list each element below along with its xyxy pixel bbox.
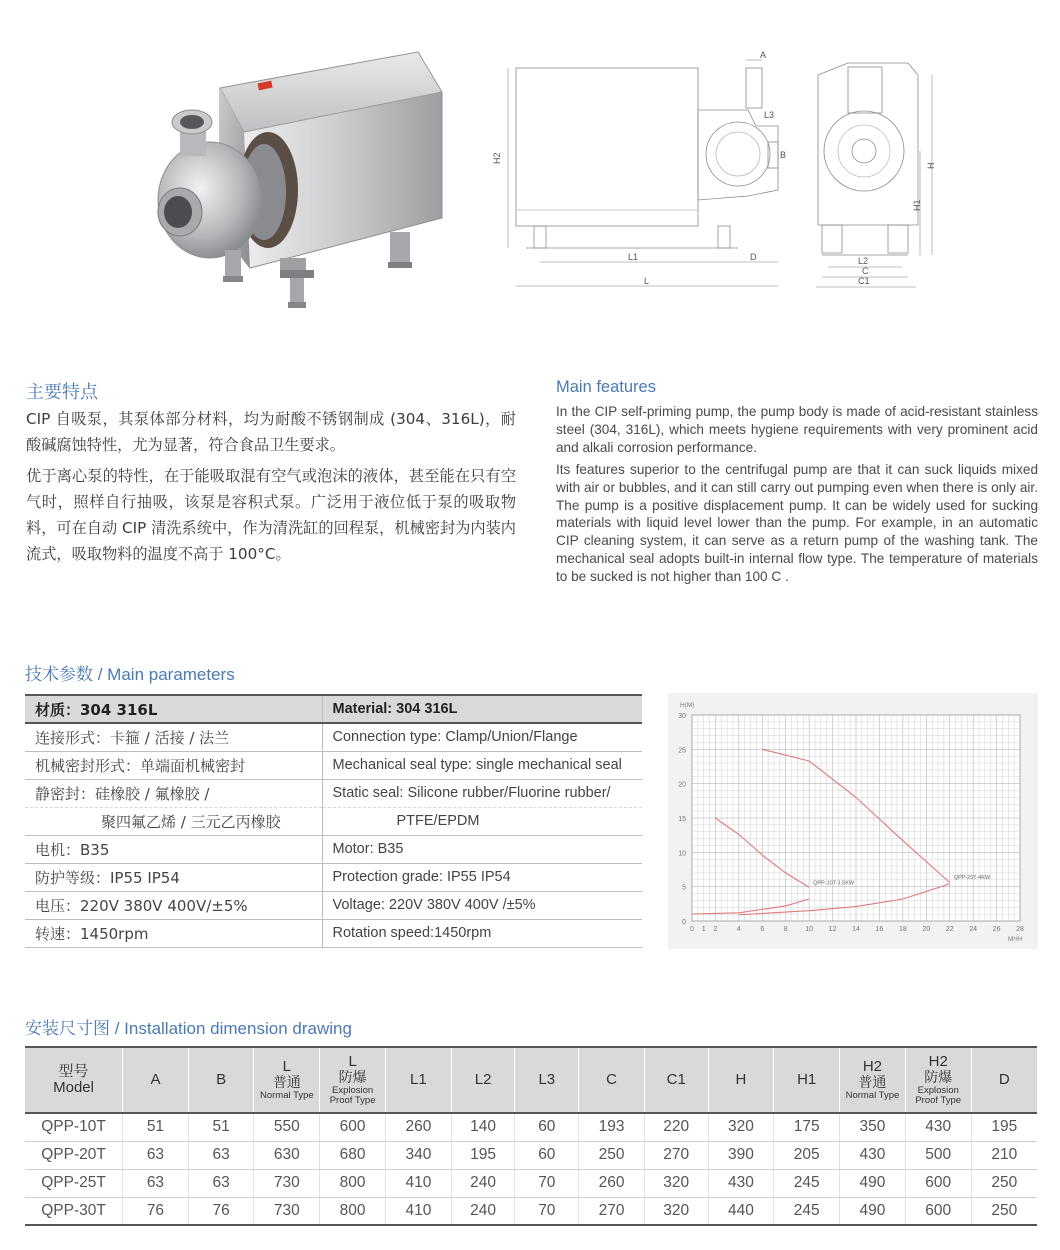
column-header [971, 1047, 1037, 1113]
table-row [25, 891, 642, 919]
column-header [25, 1047, 123, 1113]
dim-label-H1: H1 [912, 199, 922, 211]
table-cell: 600 [905, 1197, 971, 1225]
table-cell: QPP-30T [25, 1197, 123, 1225]
table-cell: 60 [515, 1141, 579, 1169]
table-cell: 250 [971, 1169, 1037, 1197]
table-cell: Motor: B35 [322, 835, 642, 863]
y-tick-label: 25 [678, 747, 686, 755]
table-cell: 430 [905, 1113, 971, 1141]
x-tick-label: 4 [736, 926, 741, 933]
table-cell: Voltage: 220V 380V 400V /±5% [322, 891, 642, 919]
column-header-label: C [606, 1071, 617, 1088]
column-header-label: C1 [666, 1071, 686, 1088]
column-header-label: L2 [474, 1071, 492, 1088]
table-cell: Static seal: Silicone rubber/Fluorine rubber/ [322, 779, 642, 807]
x-tick-label: 18 [898, 926, 907, 933]
column-header-sublabel: 普通 [858, 1075, 887, 1091]
table-row [25, 919, 642, 947]
table-cell: 63 [188, 1141, 254, 1169]
title-separator: / [110, 1019, 125, 1038]
dim-label-L1: L1 [628, 252, 639, 262]
table-cell: 245 [774, 1169, 840, 1197]
column-header [515, 1047, 579, 1113]
features-paragraph-en: Its features superior to the centrifugal pump are that it can suck liquids mixed with air or bubbles, and it can still carry out pumping even when there is only air. The pump is a positive displacement pump. It can be widely used for sucking materials with liquid level lower than the pump. For example, in an automatic CIP cleaning system, it can serve as a return pump of the washing tank. The mechanical seal adopts built-in internal flow type. The temperature of materials to be sucked is not higher than 100 C . [556, 461, 1038, 585]
table-row [25, 807, 642, 835]
table-cell: 730 [254, 1169, 320, 1197]
table-cell: 390 [708, 1141, 774, 1169]
column-header-label: L1 [410, 1071, 427, 1088]
column-header [254, 1047, 320, 1113]
y-axis-label: H(M) [680, 702, 695, 709]
pump-product-image [140, 40, 460, 330]
table-cell: 63 [123, 1169, 189, 1197]
column-header-sublabel: 防爆 [338, 1070, 367, 1086]
table-cell: 490 [840, 1197, 906, 1225]
dim-label-B: B [780, 150, 787, 160]
column-header [579, 1047, 645, 1113]
table-cell: 500 [905, 1141, 971, 1169]
table-cell: QPP-25T [25, 1169, 123, 1197]
dim-label-H2: H2 [492, 152, 502, 164]
dimensions-title [25, 1014, 352, 1039]
table-cell: 410 [386, 1169, 452, 1197]
table-cell: 静密封：硅橡胶 / 氟橡胶 / [25, 779, 322, 807]
y-tick-label: 10 [678, 850, 686, 858]
table-cell: 63 [123, 1141, 189, 1169]
table-cell: 600 [320, 1113, 386, 1141]
table-cell: 76 [123, 1197, 189, 1225]
table-cell: 430 [840, 1141, 906, 1169]
features-paragraph-cn: CIP 自吸泵，其泵体部分材料，均为耐酸不锈钢制成 (304、316L)，耐酸碱腐蚀特性，尤为显著，符合食品卫生要求。 [26, 410, 516, 454]
table-row [25, 1197, 1037, 1225]
x-axis-label: M³/H [1008, 936, 1023, 943]
series-label: QPP-25T-4KW [953, 875, 991, 882]
dim-label-L2: L2 [858, 256, 869, 266]
table-cell: 320 [644, 1197, 708, 1225]
table-cell: 680 [320, 1141, 386, 1169]
column-header-label: H2 [928, 1053, 948, 1070]
x-tick-label: 24 [969, 926, 978, 933]
table-cell: 270 [644, 1141, 708, 1169]
table-row [25, 751, 642, 779]
table-cell: 防护等级：IP55 IP54 [25, 863, 322, 891]
column-header-note: Normal Type [259, 1090, 314, 1101]
table-header-row [25, 1047, 1037, 1113]
table-cell: 320 [644, 1169, 708, 1197]
table-cell: 175 [774, 1113, 840, 1141]
table-cell: 600 [905, 1169, 971, 1197]
table-cell: 60 [515, 1113, 579, 1141]
table-cell: 240 [451, 1169, 515, 1197]
column-header-label: H [735, 1071, 747, 1088]
column-header-label: A [150, 1071, 161, 1088]
x-tick-label: 1 [701, 926, 706, 933]
table-cell: 430 [708, 1169, 774, 1197]
table-cell: 260 [386, 1113, 452, 1141]
table-row [25, 1113, 1037, 1141]
dim-label-L3: L3 [764, 110, 775, 120]
column-header [840, 1047, 906, 1113]
features-paragraph-cn: 优于离心泵的特性，在于能吸取混有空气或泡沫的液体，甚至能在只有空气时，照样自行抽吸，该泵是容积式泵。广泛用于液位低于泵的吸取物料，可在自动 CIP 清洗系统中，作为清洗缸的回程泵，机械密封为内装内流式，吸取物料的温度不高于 100°C。 [26, 467, 516, 563]
column-header-note: Normal Type [845, 1090, 900, 1101]
dim-label-C1: C1 [858, 276, 870, 286]
table-cell: 76 [188, 1197, 254, 1225]
table-cell: 260 [579, 1169, 645, 1197]
column-header-label: H2 [862, 1058, 883, 1075]
table-cell: 连接形式：卡箍 / 活接 / 法兰 [25, 723, 322, 751]
column-header [708, 1047, 774, 1113]
series-label: QPP-10T-1.5KW [813, 880, 855, 887]
table-cell: 320 [708, 1113, 774, 1141]
parameters-title-en: Main parameters [107, 665, 235, 684]
features-body-cn [26, 406, 516, 572]
table-cell: PTFE/EPDM [322, 807, 642, 835]
table-cell: 电压：220V 380V 400V/±5% [25, 891, 322, 919]
table-cell: 63 [188, 1169, 254, 1197]
x-tick-label: 2 [713, 926, 718, 933]
column-header [188, 1047, 254, 1113]
x-tick-label: 14 [852, 926, 860, 933]
table-cell: 140 [451, 1113, 515, 1141]
table-cell: 340 [386, 1141, 452, 1169]
table-cell: Mechanical seal type: single mechanical seal [322, 751, 642, 779]
table-row [25, 723, 642, 751]
dimensions-title-en: Installation dimension drawing [124, 1019, 352, 1038]
table-cell: 70 [515, 1169, 579, 1197]
x-tick-label: 20 [922, 926, 931, 933]
parameters-table [25, 694, 642, 948]
table-cell: 800 [320, 1197, 386, 1225]
table-cell: 51 [123, 1113, 189, 1141]
column-header-label: B [216, 1071, 227, 1088]
x-tick-label: 6 [760, 926, 765, 933]
table-cell: 材质：304 316L [25, 695, 322, 723]
table-cell: 270 [579, 1197, 645, 1225]
dim-label-D: D [750, 252, 757, 262]
x-tick-label: 10 [805, 926, 814, 933]
table-row [25, 1169, 1037, 1197]
y-tick-label: 30 [678, 713, 686, 720]
table-cell: 193 [579, 1113, 645, 1141]
table-cell: 240 [451, 1197, 515, 1225]
column-header-label: L3 [538, 1071, 556, 1088]
dim-label-H: H [926, 162, 936, 169]
table-row [25, 863, 642, 891]
column-header-sublabel: Model [53, 1079, 94, 1096]
x-tick-label: 28 [1016, 926, 1024, 933]
table-cell: 245 [774, 1197, 840, 1225]
table-cell: QPP-20T [25, 1141, 123, 1169]
performance-chart [668, 693, 1038, 949]
x-tick-label: 0 [690, 926, 694, 933]
table-cell: 210 [971, 1141, 1037, 1169]
column-header-sublabel: 防爆 [924, 1070, 953, 1086]
column-header [386, 1047, 452, 1113]
table-row [25, 835, 642, 863]
table-cell: Protection grade: IP55 IP54 [322, 863, 642, 891]
table-cell: QPP-10T [25, 1113, 123, 1141]
column-header-label: 型号 [58, 1063, 89, 1080]
table-cell: 电机：B35 [25, 835, 322, 863]
x-tick-label: 8 [783, 926, 788, 933]
features-body-en [556, 403, 1038, 590]
dimensions-table [25, 1046, 1037, 1226]
table-header-row [25, 695, 642, 723]
table-cell: 410 [386, 1197, 452, 1225]
column-header [644, 1047, 708, 1113]
table-cell: 550 [254, 1113, 320, 1141]
y-tick-label: 5 [682, 884, 686, 892]
table-cell: 205 [774, 1141, 840, 1169]
dim-label-C: C [862, 266, 869, 276]
table-cell: 195 [451, 1141, 515, 1169]
table-cell: 70 [515, 1197, 579, 1225]
features-title-en: Main features [556, 378, 656, 396]
side-dimension-drawing [488, 50, 788, 300]
x-tick-label: 22 [945, 926, 954, 933]
performance-chart-svg [668, 693, 1038, 949]
table-row [25, 1141, 1037, 1169]
column-header [320, 1047, 386, 1113]
column-header-sublabel: 普通 [272, 1075, 301, 1091]
parameters-title [25, 660, 235, 685]
column-header-label: L [282, 1058, 291, 1075]
table-cell: 51 [188, 1113, 254, 1141]
column-header-label: D [998, 1071, 1010, 1088]
x-tick-label: 16 [875, 926, 884, 933]
y-tick-label: 15 [678, 816, 686, 823]
table-cell: Connection type: Clamp/Union/Flange [322, 723, 642, 751]
dim-label-A: A [760, 50, 767, 60]
y-tick-label: 20 [678, 781, 686, 789]
table-cell: 730 [254, 1197, 320, 1225]
title-separator: / [93, 665, 108, 684]
table-cell: 转速：1450rpm [25, 919, 322, 947]
table-cell: Material: 304 316L [322, 695, 642, 723]
table-cell: 630 [254, 1141, 320, 1169]
table-cell: 195 [971, 1113, 1037, 1141]
column-header-note: Explosion Proof Type [329, 1085, 376, 1106]
table-row [25, 779, 642, 807]
table-cell: 440 [708, 1197, 774, 1225]
column-header [123, 1047, 189, 1113]
features-paragraph-en: In the CIP self-priming pump, the pump body is made of acid-resistant stainless steel (304, 316L), which meets hygiene requirements with very prominent acid and alkali corrosion performance. [556, 404, 1038, 455]
table-cell: 250 [579, 1141, 645, 1169]
column-header-label: H1 [797, 1071, 817, 1088]
dim-label-L: L [644, 276, 650, 286]
front-dimension-drawing [808, 55, 948, 295]
features-title-cn: 主要特点 [26, 382, 98, 403]
table-cell: 490 [840, 1169, 906, 1197]
table-cell: 250 [971, 1197, 1037, 1225]
column-header [451, 1047, 515, 1113]
column-header-label: L [348, 1053, 357, 1070]
table-cell: Rotation speed:1450rpm [322, 919, 642, 947]
column-header [905, 1047, 971, 1113]
table-cell: 350 [840, 1113, 906, 1141]
table-cell: 聚四氟乙烯 / 三元乙丙橡胶 [25, 807, 322, 835]
parameters-title-cn: 技术参数 [25, 665, 93, 685]
column-header [774, 1047, 840, 1113]
x-tick-label: 26 [992, 926, 1001, 933]
y-tick-label: 0 [682, 919, 686, 926]
dimensions-title-cn: 安装尺寸图 [25, 1019, 110, 1039]
table-cell: 800 [320, 1169, 386, 1197]
table-cell: 220 [644, 1113, 708, 1141]
x-tick-label: 12 [828, 926, 837, 933]
table-cell: 机械密封形式：单端面机械密封 [25, 751, 322, 779]
column-header-note: Explosion Proof Type [915, 1085, 962, 1106]
